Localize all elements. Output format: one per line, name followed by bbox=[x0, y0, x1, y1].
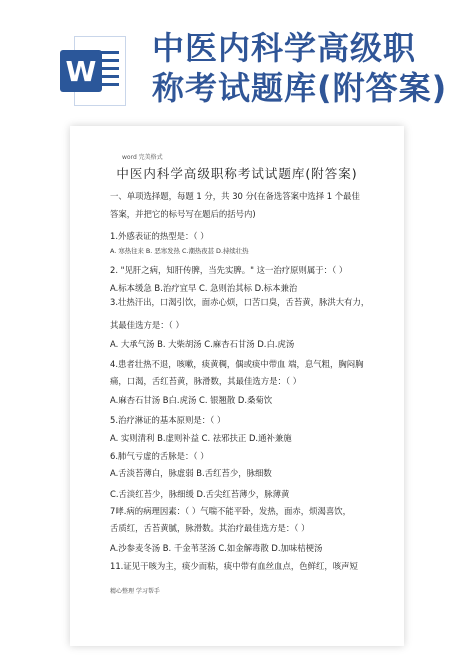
option-line: A.沙参麦冬汤 B. 千金苇茎汤 C.如金解毒散 D.加味桔梗汤 bbox=[110, 543, 323, 553]
word-logo-badge: W bbox=[60, 50, 102, 92]
question-line: 11.证见干咳为主，痰少而粘，痰中带有血丝血点，色鲜红，咳声短 bbox=[110, 561, 358, 571]
instruction-line: 一、单项选择题，每题 1 分，共 30 分(在备选答案中选择 1 个最佳 bbox=[110, 191, 360, 201]
page-title bbox=[152, 28, 452, 108]
question-line: 6.肺气亏虚的舌脉是：（ ） bbox=[110, 451, 209, 461]
format-tag: word 完美格式 bbox=[122, 154, 163, 161]
option-line: A. 寒热往来 B. 恶寒发热 C.潮热夜甚 D.持续壮热 bbox=[110, 247, 249, 255]
header-banner bbox=[0, 0, 474, 118]
instruction-line: 答案，并把它的标号写在题后的括号内) bbox=[110, 209, 256, 219]
option-line: A. 实则清利 B.虚则补益 C. 祛邪扶正 D.通补兼施 bbox=[110, 433, 292, 443]
question-line: 4.患者壮热不退，咳嗽，痰黄稠，偶或痰中带血 端，息气粗，胸闷胸 bbox=[110, 359, 364, 369]
option-line: C.舌淡红苔少，脉细缓 D.舌尖红苔薄少，脉薄黄 bbox=[110, 489, 290, 499]
title-line-1: 中医内科学高级职 bbox=[152, 29, 417, 67]
question-line: 其最佳选方是：（ ） bbox=[110, 320, 184, 330]
option-line: A.舌淡苔薄白，脉虚弱 B.舌红苔少，脉细数 bbox=[110, 468, 272, 478]
word-document-icon bbox=[60, 36, 126, 106]
document-title: 中医内科学高级职称考试试题库(附答案) bbox=[116, 166, 358, 181]
title-line-2: 称考试题库(附答案) bbox=[152, 69, 448, 107]
question-line: 痛，口渴，舌红苔黄，脉滑数，其最佳选方是：（ ） bbox=[110, 376, 302, 386]
question-line: 2. "见肝之病，知肝传脾，当先实脾。" 这一治疗原则属于：（ ） bbox=[110, 265, 348, 275]
option-line: A.标本缓急 B.治疗宜早 C. 急则治其标 D.标本兼治 bbox=[110, 283, 298, 293]
question-line: 5.治疗淋证的基本原则是：（ ） bbox=[110, 415, 226, 425]
question-line: 1.外感表证的热型是：（ ） bbox=[110, 231, 209, 241]
question-line: 7哮.病的病理因素：（ ）气喘不能平卧，发热，面赤，烦渴喜饮， bbox=[110, 506, 351, 516]
option-line: A. 大承气汤 B. 大柴胡汤 C.麻杏石甘汤 D.白.虎汤 bbox=[110, 339, 295, 349]
page-footer: 精心整理 学习帮手 bbox=[110, 588, 160, 595]
document-page bbox=[70, 126, 404, 646]
question-line: 3.壮热汗出，口渴引饮，面赤心烦，口苦口臭，舌苔黄，脉洪大有力， bbox=[110, 297, 370, 307]
option-line: A.麻杏石甘汤 B白.虎汤 C. 银翘散 D.桑菊饮 bbox=[110, 395, 273, 405]
question-line: 舌质红，舌苔黄腻，脉滑数。其治疗最佳选方是：（ ） bbox=[110, 523, 310, 533]
